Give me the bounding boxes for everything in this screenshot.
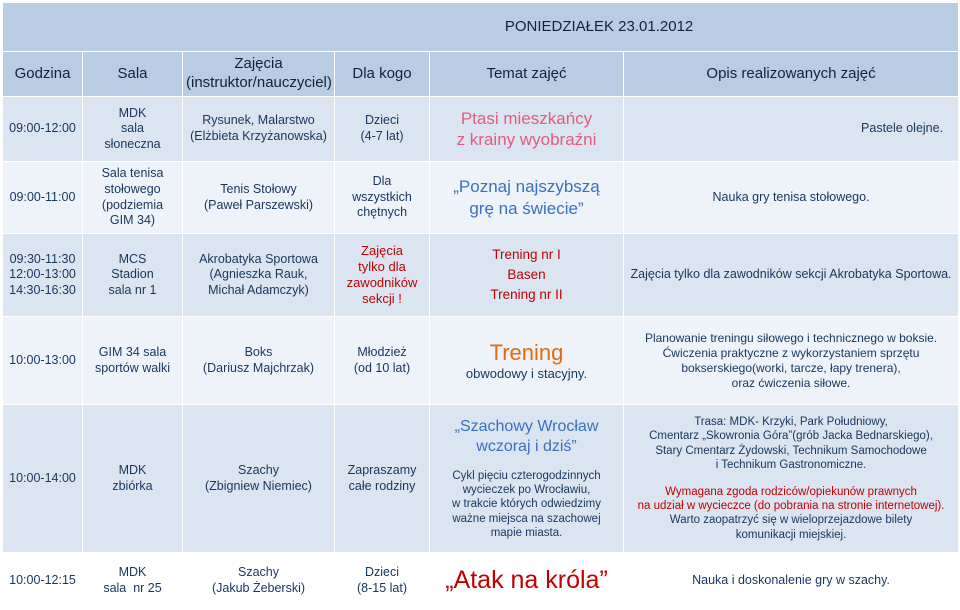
table-row [3,317,959,405]
activity-text: (Zbigniew Niemiec) [205,478,312,493]
room-cell [83,97,183,162]
topic-title: „Szachowy Wrocław [454,417,599,435]
room-text: sala nr 1 [108,282,157,297]
description-text: Nauka gry tenisa stołowego. [712,189,870,204]
room-text: sala [121,121,144,136]
topic-subtitle: wycieczek po Wrocławiu, [462,483,591,496]
activity-text: (Agnieszka Rauk, [209,267,308,282]
activity-text: (Elżbieta Krzyżanowska) [190,129,327,143]
col-header-activity-line: Zajęcia [234,55,283,73]
audience-text: Młodzież [357,344,407,359]
audience-text: wszystkich [352,189,412,204]
room-cell [83,317,183,405]
activity-text: Szachy [238,564,279,579]
room-text: MCS [118,251,147,266]
room-text: MDK [118,462,147,477]
description-cell [624,162,959,234]
time-text: 09:00-12:00 [9,121,76,136]
col-header-time: Godzina [3,52,83,97]
time-cell [3,405,83,553]
table-row [3,405,959,553]
description-text: Zajęcia tylko dla zawodników sekcji Akrobatyka Sportowa. [630,267,952,282]
room-text: Stadion [111,267,154,282]
col-header-topic: Temat zajęć [430,52,624,97]
table-row [3,234,959,317]
activity-cell [183,97,335,162]
time-text: 12:00-13:00 [9,267,76,282]
audience-cell [335,553,430,609]
topic-text: grę na świecie” [469,198,584,218]
col-header-room: Sala [83,52,183,97]
description-cell [624,97,959,162]
room-cell [83,405,183,553]
time-cell [3,97,83,162]
activity-text: (Jakub Żeberski) [211,580,306,595]
audience-text: sekcji ! [362,291,402,307]
description-text: i Technikum Gastronomiczne. [715,459,867,472]
topic-text: Trening nr II [490,287,563,303]
activity-text: (Dariusz Majchrzak) [202,360,315,375]
topic-subtitle: ważne miejsca na szachowej [452,512,601,525]
topic-cell [430,234,624,317]
room-text: sala nr 25 [103,580,162,595]
audience-text: (od 10 lat) [353,360,411,375]
audience-text: (4-7 lat) [360,129,404,143]
audience-cell [335,317,430,405]
topic-subtitle: Cykl pięciu czterogodzinnych [452,469,601,482]
table-row [3,162,959,234]
room-text: GIM 34) [109,213,156,228]
time-cell [3,553,83,609]
activity-text: Michał Adamczyk) [208,282,309,297]
audience-cell [335,405,430,553]
topic-text: Trening nr I [492,246,561,262]
topic-text: Basen [507,266,546,282]
schedule-table [2,2,959,609]
description-note: Warto zaopatrzyć się w wieloprzejazdowe bilety [669,514,913,527]
room-cell [83,162,183,234]
topic-cell [430,162,624,234]
description-text: Trasa: MDK- Krzyki, Park Południowy, [694,416,888,428]
room-cell [83,553,183,609]
audience-text: (8-15 lat) [356,580,408,595]
description-warning: Wymagana zgoda rodziców/opiekunów prawnych [665,485,917,498]
time-text: 10:00-14:00 [9,470,76,485]
activity-text: Rysunek, Malarstwo [202,113,315,128]
time-text: 10:00-13:00 [9,352,76,367]
room-text: MDK [118,564,147,579]
audience-cell [335,97,430,162]
description-cell [624,234,959,317]
audience-text: Zapraszamy [347,462,417,477]
description-text: Stary Cmentarz Żydowski, Technikum Samochodowe [655,444,927,457]
table-row [3,553,959,609]
audience-text: Zajęcia [361,242,403,258]
description-text: Ćwiczenia praktyczne z wykorzystaniem sprzętu [662,345,920,360]
col-header-activity-line: (instruktor/nauczyciel) [186,74,332,91]
topic-cell [430,405,624,553]
col-header-activity [183,52,335,97]
description-text: Planowanie treningu siłowego i technicznego w boksie. [644,330,938,345]
title-row [3,3,959,52]
activity-text: (Paweł Parszewski) [203,197,314,212]
audience-text: całe rodziny [348,478,416,493]
description-cell [624,553,959,609]
room-text: (podziemia [101,197,164,212]
topic-text: „Poznaj najszybszą [453,177,600,197]
room-text: MDK [118,105,147,120]
table-row [3,97,959,162]
activity-cell [183,405,335,553]
topic-title: wczoraj i dziś” [476,437,577,455]
time-cell [3,317,83,405]
room-text: zbiórka [112,478,153,493]
description-text: bokserskiego(worki, tarcze, łapy trenera), [681,360,901,375]
column-header-row [3,52,959,97]
activity-cell [183,317,335,405]
audience-text: tylko dla [358,258,406,274]
activity-text: Akrobatyka Sportowa [199,251,318,266]
description-cell [624,405,959,553]
room-text: sportów walki [94,360,171,375]
room-text: Sala tenisa [101,166,164,181]
date-title: PONIEDZIAŁEK 23.01.2012 [3,3,959,52]
activity-text: Szachy [238,462,279,477]
room-text: stołowego [104,181,161,196]
audience-text: zawodników [346,275,418,290]
topic-cell [430,317,624,405]
activity-cell [183,162,335,234]
description-text: Cmentarz „Skowronia Góra”(grób Jacka Bednarskiego), [649,430,933,443]
time-cell [3,234,83,317]
activity-cell [183,234,335,317]
topic-text: z krainy wyobraźni [456,130,597,149]
topic-subtitle: mapie miasta. [490,527,563,540]
col-header-audience: Dla kogo [335,52,430,97]
time-text: 09:00-11:00 [9,189,76,204]
topic-title: Trening [489,339,564,365]
topic-cell [430,553,624,609]
topic-subtitle: obwodowy i stacyjny. [465,366,588,382]
description-text: Nauka i doskonalenie gry w szachy. [692,572,890,587]
audience-cell [335,162,430,234]
activity-text: Tenis Stołowy [220,181,297,196]
time-text: 14:30-16:30 [9,282,76,297]
activity-cell [183,553,335,609]
topic-cell [430,97,624,162]
audience-text: Dla [372,174,392,189]
topic-subtitle: w trakcie których odwiedzimy [452,498,601,511]
audience-text: Dzieci [364,564,400,579]
topic-title: „Atak na króla” [445,565,608,594]
description-note: komunikacji miejskiej. [735,528,847,541]
time-text: 10:00-12:15 [9,572,76,587]
room-text: GIM 34 sala [98,344,167,359]
description-text: Pastele olejne. [861,121,944,136]
audience-text: chętnych [356,205,408,220]
description-cell [624,317,959,405]
audience-text: Dzieci [364,113,400,128]
time-text: 09:30-11:30 [9,251,76,266]
activity-text: Boks [244,344,273,359]
audience-cell [335,234,430,317]
description-text: oraz ćwiczenia siłowe. [731,375,851,390]
time-cell [3,162,83,234]
room-text: słoneczna [104,136,161,151]
topic-text: Ptasi mieszkańcy [460,108,593,128]
col-header-description: Opis realizowanych zajęć [624,52,959,97]
room-cell [83,234,183,317]
description-warning: na udział w wycieczce (do pobrania na stronie internetowej). [637,499,945,512]
